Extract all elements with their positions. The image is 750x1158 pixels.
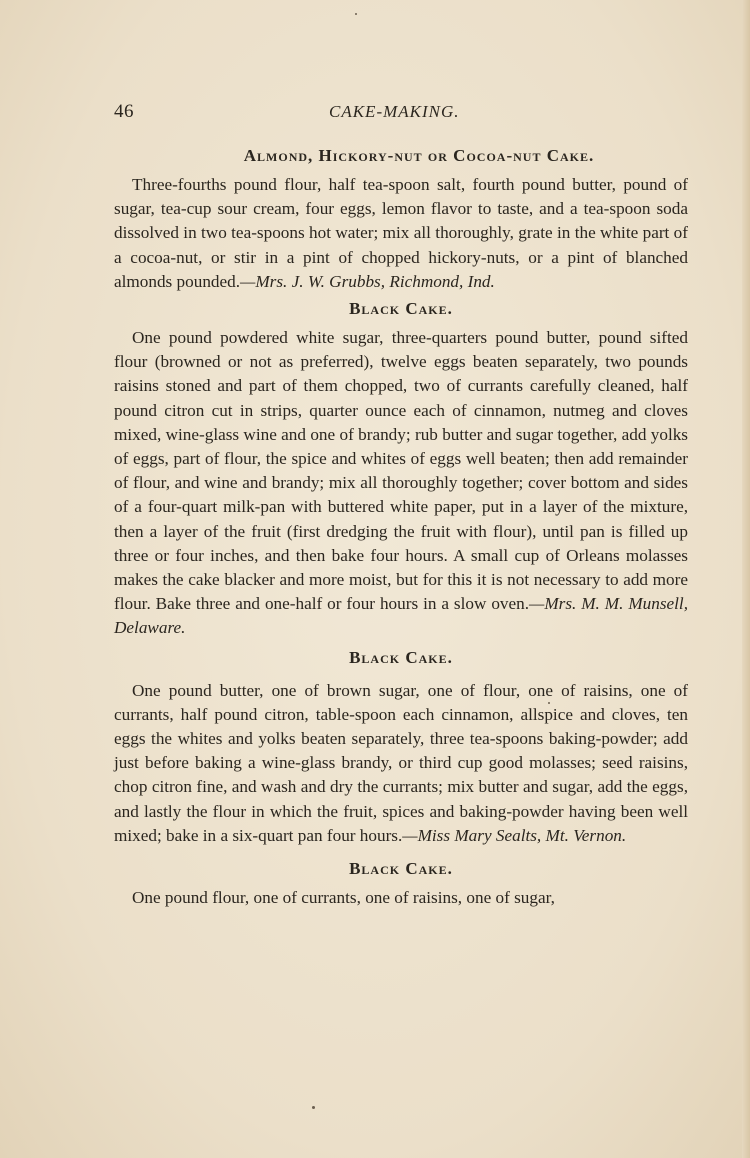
- recipe-text: One pound butter, one of brown sugar, one of flour, one of raisins, one of currants, half pound citron, table-spoon each cinnamon, allspice and cloves, ten eggs the whites and yolks beaten separately, three tea-spoons baking-powder; add just before baking a wine-glass brandy, or third cup good molasses; seed raisins, chop citron fine, and wash and dry the currants; mix butter and sugar, add the eggs, and lastly the flour in which the fruit, spices and baking-powder having been well mixed; bake in a six-quart pan four hours.: [114, 680, 688, 845]
- recipe-title: Black Cake.: [349, 299, 453, 319]
- page-header: [114, 101, 689, 127]
- recipe-body: [114, 679, 688, 848]
- recipe-body: [114, 173, 688, 294]
- recipe-black-cake-2: [114, 647, 688, 848]
- running-head: CAKE-MAKING.: [329, 102, 460, 121]
- recipe-body: [114, 326, 688, 641]
- recipe-title: Black Cake.: [349, 859, 453, 879]
- paper-speck: [312, 1106, 315, 1109]
- page-edge: [742, 0, 750, 1158]
- recipe-attribution: —Mrs. M. M. Munsell, Delaware.: [114, 594, 688, 638]
- paper-speck: [355, 13, 357, 15]
- recipe-text: One pound powdered white sugar, three-quarters pound butter, pound sifted flour (browned or not as preferred), twelve eggs beaten separately, two pounds raisins stoned and part of them chopped, two of currants carefully cleaned, half pound citron cut in strips, quarter ounce each of cinnamon, nutmeg and cloves mixed, wine-glass wine and one of brandy; rub butter and sugar together, add yolks of eggs, part of flour, the spice and whites of eggs well beaten; then add remainder of flour, and wine and brandy; mix all thoroughly together; cover bottom and sides of a four-quart milk-pan with buttered white paper, put in a layer of the mixture, then a layer of the fruit (first dredging the fruit with flour), until pan is filled up three or four inches, and then bake four hours. A small cup of Orleans molasses makes the cake blacker and more moist, but for this it is not necessary to add more flour. Bake three and one-half or four hours in a slow oven.: [114, 328, 688, 614]
- paper-speck: [548, 702, 550, 704]
- recipe-text: One pound flour, one of currants, one of raisins, one of sugar,: [132, 888, 555, 908]
- recipe-title: Almond, Hickory-nut or Cocoa-nut Cake.: [243, 146, 595, 165]
- recipe-attribution: —Miss Mary Sealts, Mt. Vernon.: [402, 825, 627, 845]
- recipe-body: [114, 886, 688, 910]
- recipe-attribution: —Mrs. J. W. Grubbs, Richmond, Ind.: [240, 271, 495, 291]
- recipe-text: Three-fourths pound flour, half tea-spoon salt, fourth pound butter, pound of sugar, tea-cup sour cream, four eggs, lemon flavor to taste, and a tea-spoon soda dissolved in two tea-spoons hot water; mix all thoroughly, grate in the white part of a cocoa-nut, or stir in a pint of chopped hickory-nuts, or a pint of blanched almonds pounded.: [114, 175, 688, 291]
- recipe-black-cake-3: [114, 858, 688, 910]
- page-number: 46: [114, 101, 134, 122]
- recipe-title: Black Cake.: [349, 647, 453, 667]
- recipe-black-cake-1: [114, 298, 688, 641]
- recipe-almond-hickory-cocoa-cake: [114, 145, 688, 294]
- text-column: [114, 145, 688, 910]
